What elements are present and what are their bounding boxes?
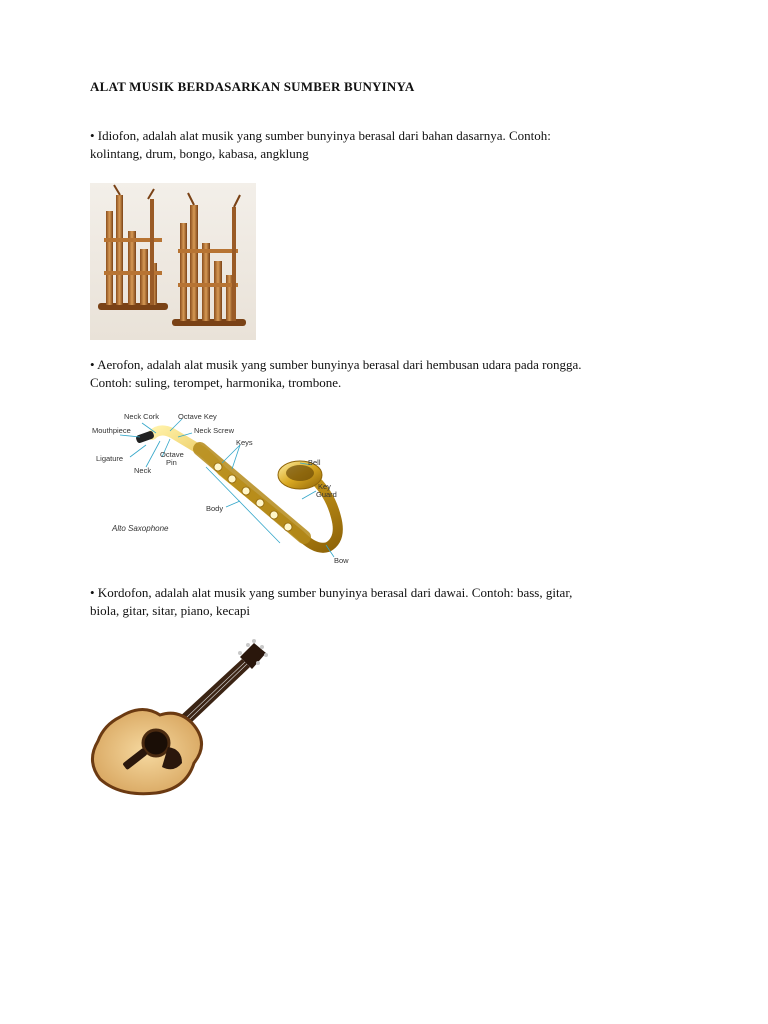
saxophone-caption: Alto Saxophone [112,524,169,533]
page-title: ALAT MUSIK BERDASARKAN SUMBER BUNYINYA [90,79,415,94]
kordofon-text-line-2: biola, gitar, sitar, piano, kecapi [90,603,250,618]
acoustic-guitar-photo [90,639,270,797]
label-keys: Keys [236,438,253,447]
aerofon-text-line-1: • Aerofon, adalah alat musik yang sumber bunyinya berasal dari hembusan udara pada rongga. [90,357,582,372]
idiofon-paragraph [90,127,680,163]
kordofon-text-line-1: • Kordofon, adalah alat musik yang sumber bunyinya berasal dari dawai. Contoh: bass, gitar, [90,585,573,600]
saxophone-diagram [90,407,352,567]
angklung-photo [90,183,256,340]
label-ligature: Ligature [96,454,124,463]
label-neck-cork: Neck Cork [124,412,160,421]
label-mouthpiece: Mouthpiece [92,426,131,435]
label-bell: Bell [308,458,321,467]
label-octave-pin-1: Octave [160,450,184,459]
label-body: Body [206,504,224,513]
label-neck-screw: Neck Screw [194,426,235,435]
aerofon-paragraph [90,356,680,392]
label-neck: Neck [134,466,152,475]
idiofon-text-line-1: • Idiofon, adalah alat musik yang sumber bunyinya berasal dari bahan dasarnya. Contoh: [90,128,551,143]
label-bow: Bow [334,556,349,565]
label-octave-pin-2: Pin [166,458,177,467]
idiofon-text-line-2: kolintang, drum, bongo, kabasa, angklung [90,146,309,161]
aerofon-text-line-2: Contoh: suling, terompet, harmonika, trombone. [90,375,342,390]
label-key-guard-2: Guard [316,490,337,499]
kordofon-paragraph [90,584,680,620]
label-octave-key: Octave Key [178,412,217,421]
label-key-guard-1: Key [318,482,331,491]
